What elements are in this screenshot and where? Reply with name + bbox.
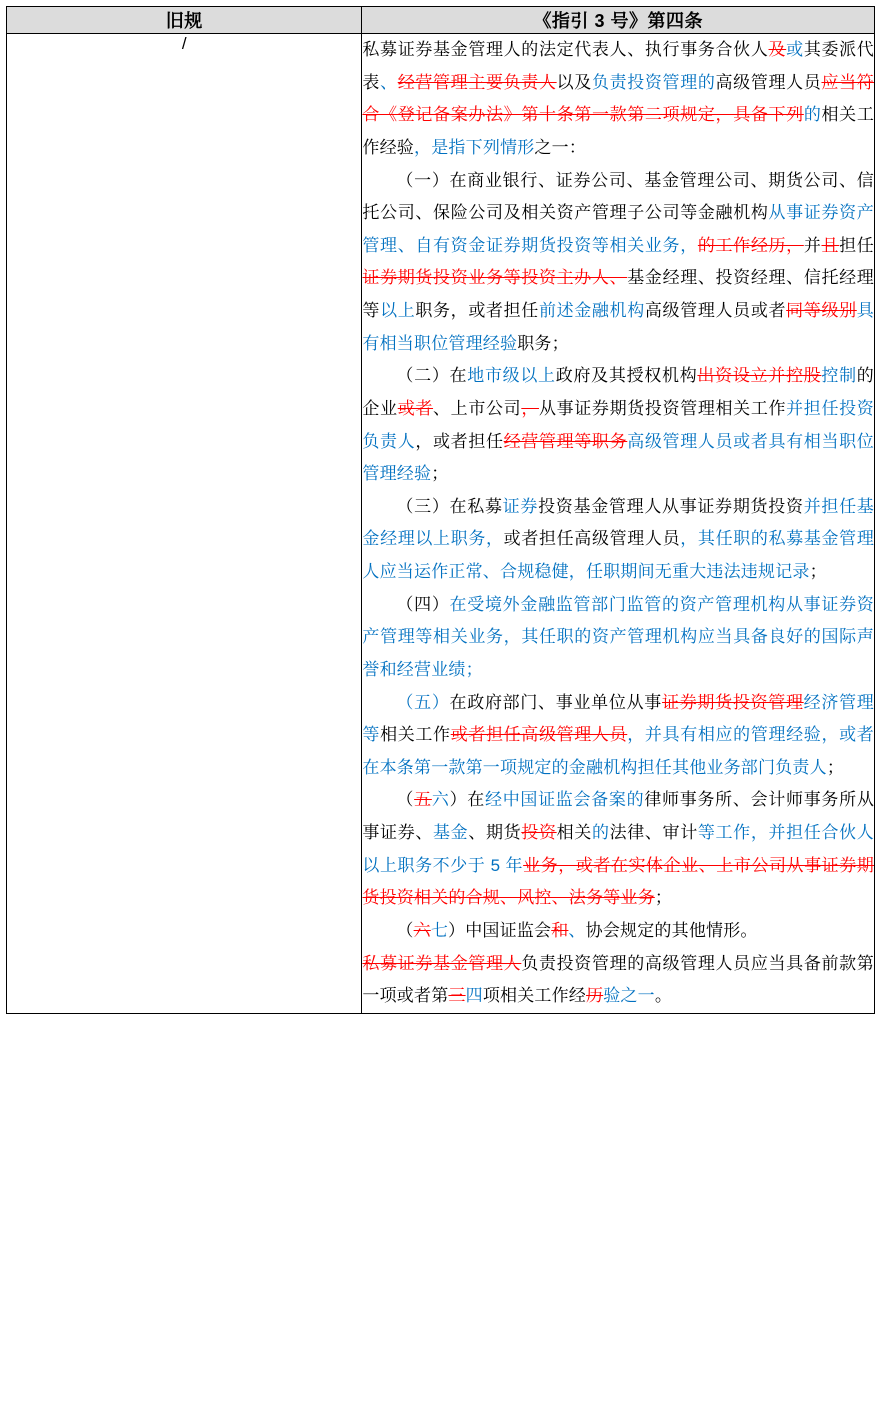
static-text: 以及: [556, 72, 592, 92]
deleted-text: ，: [521, 398, 539, 418]
deleted-text: 证券期货投资管理: [662, 692, 804, 712]
deleted-text: 或者: [397, 398, 434, 418]
inserted-text: ，并具有相应的管理经验，或者在本条第一款第一项规定的金融机构担任其他业务部门负责人: [362, 725, 874, 777]
paragraph-p2: [362, 165, 874, 361]
static-text: ；: [809, 562, 827, 581]
inserted-text: （五）: [396, 692, 450, 712]
deleted-text: 的工作经历，: [697, 235, 804, 255]
inserted-text: 证券: [502, 496, 539, 516]
inserted-text: 并担任投资负责人: [362, 398, 874, 451]
deleted-text: 历: [586, 986, 604, 1006]
inserted-text: 负责投资管理的: [591, 72, 716, 92]
static-text: 高级管理人员: [715, 72, 822, 92]
static-text: ；: [654, 888, 673, 908]
static-text: 在政府部门、事业单位从事: [449, 692, 663, 712]
paragraph-p6: [362, 687, 874, 785]
inserted-text: 地市级以上: [467, 366, 556, 386]
static-text: 相关: [821, 105, 857, 125]
inserted-text: 六: [431, 790, 450, 810]
static-text: 私募证券基金管理人的法定代表人、执行事务合伙人: [362, 40, 769, 59]
static-text: 或者担任高级管理人员: [503, 529, 681, 549]
deleted-text: 投资: [521, 823, 557, 842]
column-header-old: 旧规: [7, 7, 362, 34]
deleted-text: 五: [414, 790, 432, 810]
empty-placeholder: /: [181, 34, 187, 53]
static-text: ）在: [449, 790, 485, 810]
paragraph-p4: [362, 491, 874, 589]
static-text: 法律、审计: [609, 823, 698, 842]
inserted-text: 经济管理等: [362, 692, 874, 745]
static-text: （四）: [396, 594, 450, 614]
static-text: ，或者担任: [415, 431, 504, 451]
inserted-text: ，其任职的私募基金管理人应当运作正常、合规稳健，任职期间无重大违法违规记录: [362, 529, 875, 581]
static-text: 并: [803, 235, 822, 255]
static-text: 相关: [556, 823, 592, 842]
inserted-text: 等工作，并担任合伙人以上职务不少于 5 年: [362, 823, 874, 875]
deleted-text: 证券期货投资业务等投资主办人、: [362, 268, 628, 288]
static-text: ；: [431, 464, 449, 484]
static-text: 基金经理、投资经理、信托经理等: [362, 268, 874, 320]
static-text: 投资基金管理人从事证券期货投资: [538, 496, 804, 516]
static-text: （: [396, 920, 414, 940]
inserted-text: 在受境外金融监管部门监管的资产管理机构从事证券资产管理等相关业务，其任职的资产管理机构应当具备良好的国际声誉和经营业绩；: [362, 594, 874, 679]
redline-text-body: [362, 34, 874, 1013]
new-regulation-cell: [362, 34, 875, 1014]
inserted-text: 基金: [433, 823, 469, 842]
old-regulation-cell: [7, 34, 362, 1014]
paragraph-p1: [362, 34, 874, 165]
static-text: 担任: [839, 235, 874, 255]
static-text: （: [396, 790, 415, 810]
inserted-text: 的: [803, 105, 822, 125]
static-text: 之一：: [534, 137, 587, 157]
static-text: ；: [826, 757, 845, 777]
deleted-text: 六: [413, 920, 431, 940]
table-body: [7, 34, 875, 1014]
deleted-text: 且: [821, 235, 840, 255]
deleted-text: 应当符合《登记备案办法》第十条第一款第二项规定，具备下列: [362, 72, 874, 125]
static-text: 职务；: [517, 333, 569, 353]
inserted-text: 并担任基金经理以上职务，: [362, 496, 875, 549]
static-text: 、上市公司: [433, 398, 522, 418]
static-text: 负责投资管理的高级管理人员应当具备前款第一项或者第: [362, 953, 875, 1006]
deleted-text: 及: [768, 40, 787, 59]
deleted-text: 同等级别: [786, 301, 857, 320]
deleted-text: 或者担任高级管理人员: [450, 725, 628, 745]
inserted-text: 具有相当职位管理经验: [362, 301, 874, 353]
deleted-text: 出资设立并控股: [697, 366, 822, 386]
inserted-text: 、: [568, 920, 586, 940]
paragraph-p7: [362, 784, 874, 915]
static-text: 相关工作: [380, 725, 451, 745]
static-text: 高级管理人员或者: [644, 301, 787, 320]
deleted-text: 业务，或者在实体企业、上市公司从事证券期货投资相关的合规、风控、法务等业务: [362, 855, 874, 908]
static-text: 工作经验: [362, 105, 875, 157]
static-text: 政府及其授权机构: [555, 366, 698, 386]
inserted-text: 从事证券资产管理、自有资金证券期货投资等相关业务，: [362, 203, 874, 255]
static-text: 协会规定的其他情形。: [585, 920, 758, 940]
static-text: 其委派代表: [362, 40, 874, 92]
deleted-text: 经营管理主要负责人: [397, 72, 557, 92]
static-text: 从事证券期货投资管理相关工作: [538, 398, 787, 418]
inserted-text: 高级管理人员或者具有相当职位管理经验: [362, 431, 874, 484]
inserted-text: 经中国证监会备案的: [484, 790, 645, 810]
static-text: 律师事务所、会计师事务所从事证券、: [362, 790, 875, 842]
deleted-text: 经营管理等职务: [503, 431, 628, 451]
column-header-new: 《指引 3 号》第四条: [362, 7, 875, 34]
static-text: 的企业: [362, 366, 874, 418]
regulation-comparison-table: [6, 6, 875, 1014]
inserted-text: 以上: [380, 301, 416, 320]
inserted-text: 前述金融机构: [538, 301, 645, 320]
paragraph-p9: [362, 948, 874, 1013]
static-text: 职务，或者担任: [415, 301, 539, 320]
inserted-text: 或: [786, 40, 804, 59]
inserted-text: 的: [591, 823, 610, 842]
inserted-text: 、: [380, 72, 398, 92]
paragraph-p8: [362, 915, 874, 948]
static-text: 。: [654, 986, 673, 1006]
table-header-row: [7, 7, 875, 34]
static-text: （一）在商业银行、证券公司、基金管理公司、期货公司、信托公司、保险公司及相关资产管理子公司等金融机构: [362, 170, 874, 223]
table-row: [7, 34, 875, 1014]
deleted-text: 和: [551, 920, 569, 940]
inserted-text: 四: [465, 986, 483, 1006]
paragraph-p5: [362, 589, 874, 687]
inserted-text: 七: [430, 920, 449, 940]
static-text: 项相关工作经: [482, 986, 587, 1006]
deleted-text: 三: [448, 986, 466, 1006]
paragraph-p3: [362, 360, 874, 491]
deleted-text: 私募证券基金管理人: [362, 953, 522, 973]
static-text: 、期货: [468, 823, 522, 842]
static-text: （二）在: [396, 366, 468, 386]
inserted-text: 控制: [821, 366, 857, 386]
static-text: （三）在私募: [396, 496, 503, 516]
table-header: [7, 7, 875, 34]
inserted-text: 验之一: [603, 986, 655, 1006]
static-text: ）中国证监会: [448, 920, 552, 940]
inserted-text: ，是指下列情形: [414, 137, 535, 157]
